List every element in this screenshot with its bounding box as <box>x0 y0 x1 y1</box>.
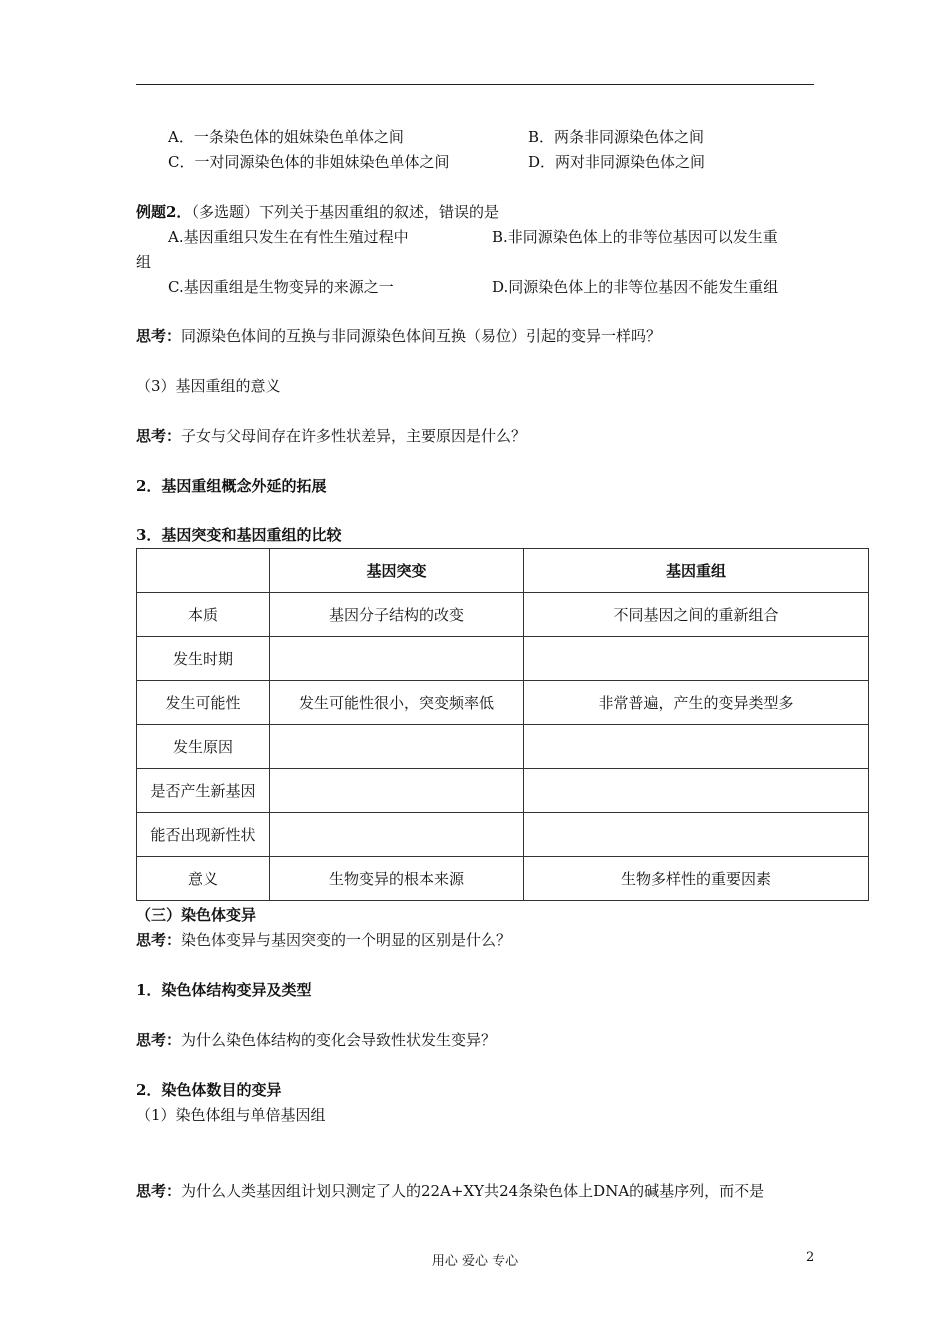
section-3-heading: （三）染色体变异 <box>136 906 257 924</box>
example2-option-a: A.基因重组只发生在有性生殖过程中 <box>168 228 409 246</box>
table-row <box>137 637 869 681</box>
think-5 <box>136 1181 764 1201</box>
think-1-text: 同源染色体间的互换与非同源染色体间互换（易位）引起的变异一样吗？ <box>181 327 662 345</box>
example2-label: 例题2． <box>136 203 192 221</box>
table-cell[interactable] <box>270 769 524 813</box>
header-rule <box>136 84 814 85</box>
think-3 <box>136 930 511 950</box>
table-cell: 意义 <box>137 857 270 901</box>
think-1 <box>136 326 661 346</box>
think-4-text: 为什么染色体结构的变化会导致性状发生变异？ <box>181 1031 497 1049</box>
page-number: 2 <box>806 1250 815 1265</box>
table-cell[interactable] <box>524 813 869 857</box>
table-cell: 非常普遍，产生的变异类型多 <box>524 681 869 725</box>
table-cell: 生物多样性的重要因素 <box>524 857 869 901</box>
table-cell[interactable] <box>270 637 524 681</box>
think-3-text: 染色体变异与基因突变的一个明显的区别是什么？ <box>181 931 512 949</box>
table-cell[interactable] <box>270 813 524 857</box>
subheading-3: （3）基因重组的意义 <box>136 377 281 395</box>
table-row <box>137 813 869 857</box>
table-row <box>137 769 869 813</box>
example2-option-b-wrap: 组 <box>136 253 152 271</box>
table-cell[interactable] <box>524 725 869 769</box>
table-cell: 能否出现新性状 <box>137 813 270 857</box>
think-label: 思考： <box>136 1182 182 1200</box>
table-header-cell: 基因突变 <box>270 549 524 593</box>
think-label: 思考： <box>136 327 182 345</box>
think-label: 思考： <box>136 931 182 949</box>
comparison-table <box>136 548 869 901</box>
table-row <box>137 725 869 769</box>
example2-option-d: D.同源染色体上的非等位基因不能发生重组 <box>492 278 779 296</box>
table-header-cell: 基因重组 <box>524 549 869 593</box>
table-cell: 发生可能性 <box>137 681 270 725</box>
table-cell[interactable] <box>270 725 524 769</box>
heading-s1: 1．染色体结构变异及类型 <box>136 981 312 999</box>
think-label: 思考： <box>136 427 182 445</box>
table-cell[interactable] <box>524 637 869 681</box>
table-row <box>137 593 869 637</box>
heading-2: 2．基因重组概念外延的拓展 <box>136 477 327 495</box>
example2-question: （多选题）下列关于基因重组的叙述，错误的是 <box>191 203 499 221</box>
table-cell[interactable] <box>524 769 869 813</box>
example2-option-c: C.基因重组是生物变异的来源之一 <box>168 278 394 296</box>
table-cell: 生物变异的根本来源 <box>270 857 524 901</box>
table-cell: 本质 <box>137 593 270 637</box>
table-cell: 是否产生新基因 <box>137 769 270 813</box>
subheading-s2-1: （1）染色体组与单倍基因组 <box>136 1106 326 1124</box>
option-d: D．两对非同源染色体之间 <box>528 153 706 171</box>
think-2 <box>136 426 526 446</box>
example2-stem <box>136 202 499 222</box>
table-cell: 基因分子结构的改变 <box>270 593 524 637</box>
heading-3: 3．基因突变和基因重组的比较 <box>136 526 342 544</box>
heading-s2: 2．染色体数目的变异 <box>136 1081 282 1099</box>
option-a: A．一条染色体的姐妹染色单体之间 <box>168 128 404 146</box>
table-cell: 不同基因之间的重新组合 <box>524 593 869 637</box>
option-c: C．一对同源染色体的非姐妹染色单体之间 <box>168 153 450 171</box>
think-5-text: 为什么人类基因组计划只测定了人的22A+XY共24条染色体上DNA的碱基序列，而不是 <box>181 1182 765 1200</box>
table-row <box>137 857 869 901</box>
think-label: 思考： <box>136 1031 182 1049</box>
table-row <box>137 681 869 725</box>
think-2-text: 子女与父母间存在许多性状差异，主要原因是什么？ <box>181 427 527 445</box>
table-cell: 发生时期 <box>137 637 270 681</box>
option-b: B．两条非同源染色体之间 <box>528 128 705 146</box>
table-header-row <box>137 549 869 593</box>
example2-option-b: B.非同源染色体上的非等位基因可以发生重 <box>492 228 778 246</box>
table-cell: 发生可能性很小，突变频率低 <box>270 681 524 725</box>
table-cell: 发生原因 <box>137 725 270 769</box>
think-4 <box>136 1030 496 1050</box>
table-header-cell <box>137 549 270 593</box>
page-footer: 用心 爱心 专心 <box>431 1254 519 1269</box>
